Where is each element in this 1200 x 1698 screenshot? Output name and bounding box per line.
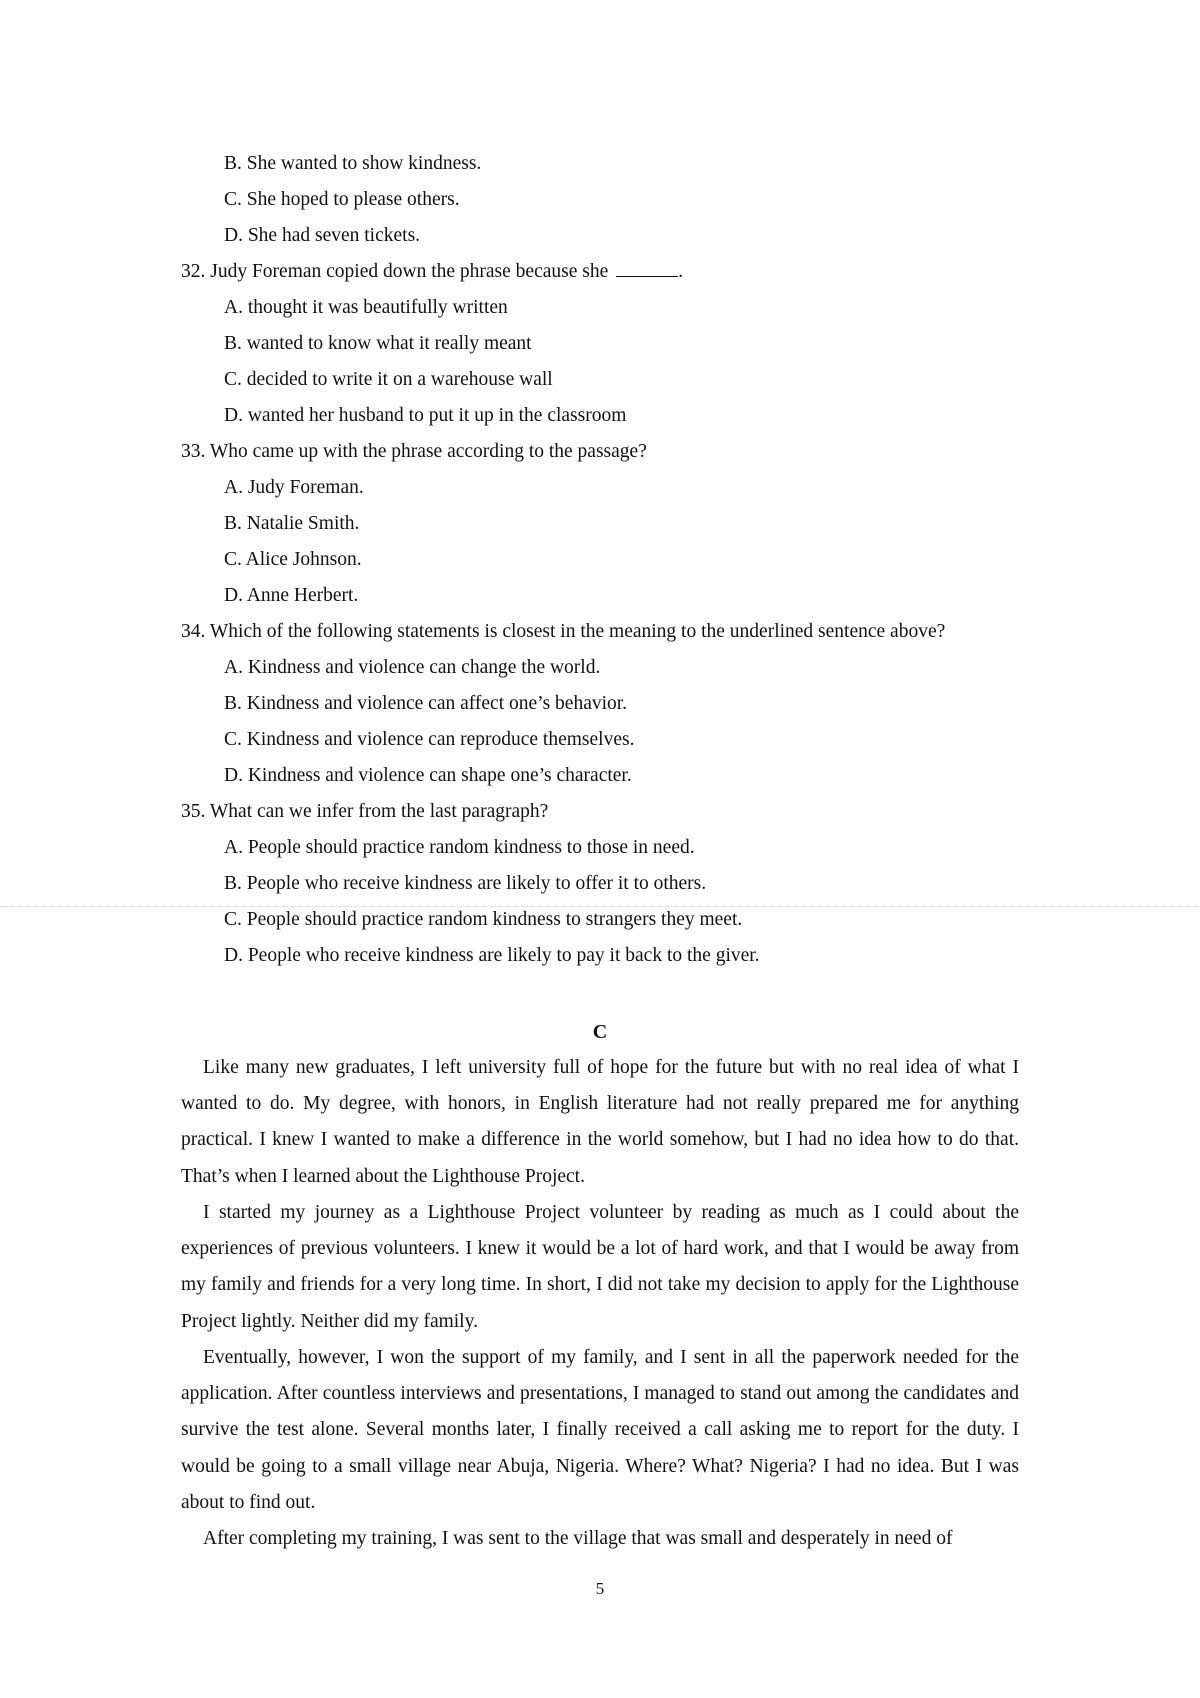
q33-option-b: B. Natalie Smith. — [224, 513, 360, 534]
passage-paragraph-4: After completing my training, I was sent to the village that was small and desperately in need of — [203, 1528, 953, 1549]
q33-option-a: A. Judy Foreman. — [224, 477, 364, 498]
q35-option-d: D. People who receive kindness are likely to pay it back to the giver. — [224, 945, 760, 966]
q32-option-a: A. thought it was beautifully written — [224, 297, 508, 318]
q33-stem: 33. Who came up with the phrase according to the passage? — [181, 441, 647, 462]
q34-option-b: B. Kindness and violence can affect one’s behavior. — [224, 693, 628, 714]
q33-option-c: C. Alice Johnson. — [224, 549, 362, 570]
q31-option-c: C. She hoped to please others. — [224, 189, 460, 210]
q32-stem-end: . — [678, 261, 684, 282]
q32-option-d: D. wanted her husband to put it up in the classroom — [224, 405, 627, 426]
section-title: C — [592, 1021, 608, 1043]
passage-paragraph-3: Eventually, however, I won the support of my family, and I sent in all the paperwork needed for the application. After countless interviews and presentations, I managed to stand out among the candidates and survive the test alone. Several months later, I finally received a call asking me to report for the duty. I would be going to a small village near Abuja, Nigeria. Where? What? Nigeria? I had no idea. But I was about to find out. — [181, 1347, 1019, 1513]
q34-stem: 34. Which of the following statements is closest in the meaning to the underlined sentence above? — [181, 621, 946, 642]
passage-paragraph-1: Like many new graduates, I left university full of hope for the future but with no real idea of what I wanted to do. My degree, with honors, in English literature had not really prepared me for anything practical. I knew I wanted to make a difference in the world somehow, but I had no idea how to do that. That’s when I learned about the Lighthouse Project. — [181, 1057, 1019, 1187]
q33-option-d: D. Anne Herbert. — [224, 585, 359, 606]
q32-stem-text: 32. Judy Foreman copied down the phrase because she — [181, 261, 609, 282]
q32-option-b: B. wanted to know what it really meant — [224, 333, 532, 354]
q32-option-c: C. decided to write it on a warehouse wall — [224, 369, 553, 390]
page-fold-divider — [0, 906, 1200, 907]
q31-option-b: B. She wanted to show kindness. — [224, 153, 482, 174]
page-number: 5 — [595, 1579, 605, 1598]
passage-paragraph-2: I started my journey as a Lighthouse Project volunteer by reading as much as I could about the experiences of previous volunteers. I knew it would be a lot of hard work, and that I would be away from my family and friends for a very long time. In short, I did not take my decision to apply for the Lighthouse Project lightly. Neither did my family. — [181, 1202, 1019, 1332]
q35-option-b: B. People who receive kindness are likely to offer it to others. — [224, 873, 707, 894]
q32-stem — [181, 260, 683, 284]
answer-blank — [616, 262, 678, 277]
q31-option-d: D. She had seven tickets. — [224, 225, 421, 246]
q35-stem: 35. What can we infer from the last paragraph? — [181, 801, 549, 822]
q34-option-d: D. Kindness and violence can shape one’s character. — [224, 765, 632, 786]
q34-option-a: A. Kindness and violence can change the world. — [224, 657, 601, 678]
q34-option-c: C. Kindness and violence can reproduce themselves. — [224, 729, 635, 750]
q35-option-a: A. People should practice random kindness to those in need. — [224, 837, 695, 858]
q35-option-c: C. People should practice random kindness to strangers they meet. — [224, 909, 743, 930]
